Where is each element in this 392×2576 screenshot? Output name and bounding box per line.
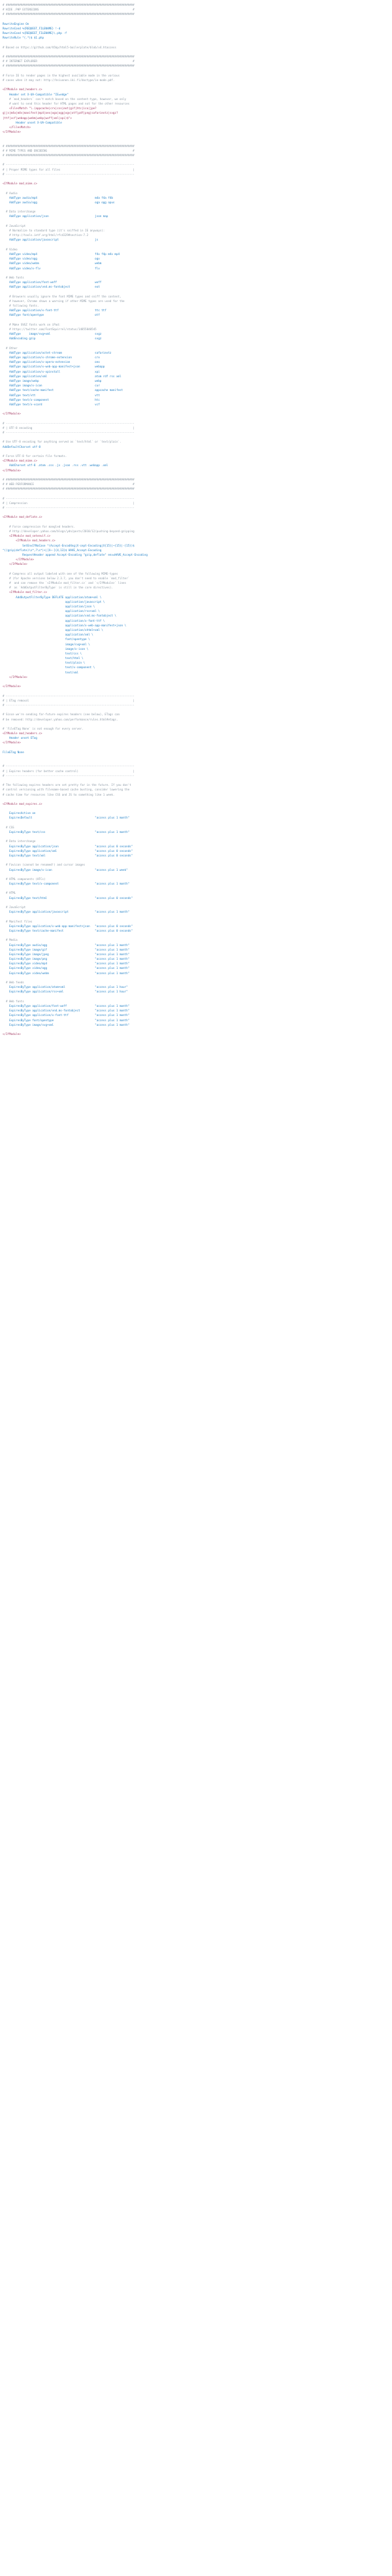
comment-line: # ------------------------------------------------------------------------------ bbox=[3, 421, 135, 425]
blank-line bbox=[3, 994, 389, 999]
directive-line: Header unset X-UA-Compatible bbox=[3, 120, 62, 124]
comment-line: # JavaScript bbox=[3, 224, 26, 228]
comment-line: # ------------------------------------------------------------------------------ bbox=[3, 431, 135, 435]
blank-line bbox=[3, 900, 389, 905]
directive-line: ExpiresActive on bbox=[3, 811, 36, 815]
directive-line: AddType application/x-font-ttf ttc ttf bbox=[3, 309, 106, 313]
comment-line: # ############################################################################## bbox=[3, 12, 135, 16]
directive-line: application/rss+xml \ bbox=[3, 609, 100, 613]
directive-line: image/svg+xml \ bbox=[3, 642, 90, 646]
blank-line bbox=[3, 707, 389, 712]
blank-line bbox=[3, 158, 389, 162]
directive-line: text/css \ bbox=[3, 651, 82, 655]
directive-line: ExpiresByType application/font-woff "access plus 1 month" bbox=[3, 1004, 130, 1008]
blank-line bbox=[3, 473, 389, 477]
blank-line bbox=[3, 1027, 389, 1032]
blank-line bbox=[3, 975, 389, 980]
blank-line bbox=[3, 186, 389, 190]
module-tag-line: <IfModule mod_filter.c> bbox=[3, 590, 48, 594]
blank-line bbox=[3, 759, 389, 764]
directive-line: AddEncoding gzip svgz bbox=[3, 337, 102, 341]
directive-line: AddType application/javascript js bbox=[3, 238, 99, 242]
blank-line bbox=[3, 205, 389, 209]
blank-line bbox=[3, 341, 389, 346]
directive-line: text/xml bbox=[3, 670, 78, 674]
module-tag-line: </IfModule> bbox=[3, 685, 21, 688]
blank-line bbox=[3, 69, 389, 73]
blank-line bbox=[3, 858, 389, 862]
blank-line bbox=[3, 318, 389, 322]
directive-line: RewriteCond %{REQUEST_FILENAME}\.php -f bbox=[3, 31, 67, 35]
directive-line: ExpiresByType application/json "access plus 0 seconds" bbox=[3, 844, 133, 848]
blank-line bbox=[3, 271, 389, 275]
directive-line: ExpiresByType application/xml "access plus 0 seconds" bbox=[3, 849, 133, 853]
directive-line: AddType application/x-chrome-extension crx bbox=[3, 356, 100, 360]
comment-line: # Video bbox=[3, 247, 18, 251]
comment-line: # Web feeds bbox=[3, 981, 24, 984]
directive-line: ExpiresByType font/opentype "access plus 1 month" bbox=[3, 1018, 130, 1022]
directive-line: ExpiresByType application/vnd.ms-fontobject "access plus 1 month" bbox=[3, 1009, 130, 1013]
blank-line bbox=[3, 492, 389, 496]
comment-line: # HIDE .PHP EXTENSIONS # bbox=[3, 8, 135, 12]
module-tag-line: |ttf|vcf|webapp|webm|webp|woff|xml|xpi)$"> bbox=[3, 116, 72, 120]
comment-line: # ------------------------------------------------------------------------------ bbox=[3, 506, 135, 510]
directive-line: ExpiresByType image/jpeg "access plus 1 month" bbox=[3, 952, 130, 956]
module-tag-line: </IfModule> bbox=[3, 412, 21, 416]
comment-line: # ############################################################################## bbox=[3, 64, 135, 68]
blank-line bbox=[3, 134, 389, 139]
blank-line bbox=[3, 139, 389, 143]
blank-line bbox=[3, 886, 389, 890]
comment-line: # `FileETag None` is not enough for every server. bbox=[3, 726, 84, 730]
comment-line: # | Expires headers (for better cache control) | bbox=[3, 769, 135, 773]
directive-line: ExpiresByType image/png "access plus 1 month" bbox=[3, 957, 130, 961]
comment-line: # The following expires headers are set pretty far in the future. If you don't bbox=[3, 783, 131, 787]
module-tag-line: </IfModule> bbox=[3, 468, 21, 472]
module-tag-line: <IfModule mod_headers.c> bbox=[3, 539, 56, 543]
comment-line: # ------------------------------------------------------------------------------ bbox=[3, 703, 135, 707]
directive-line: AddType application/vnd.ms-fontobject eot bbox=[3, 285, 100, 289]
comment-line: # # MIME TYPES AND ENCODING # bbox=[3, 148, 135, 152]
directive-line: AddDefaultCharset utf-8 bbox=[3, 445, 41, 449]
directive-line: AddOutputFilterByType DEFLATE application/atom+xml \ bbox=[3, 595, 102, 599]
comment-line: # Make SVGZ fonts work on iPad: bbox=[3, 322, 61, 326]
directive-line: AddType application/octet-stream safariextz bbox=[3, 350, 112, 354]
comment-line: # ------------------------------------------------------------------------------ bbox=[3, 694, 135, 698]
directive-line: image/x-icon \ bbox=[3, 647, 89, 651]
directive-line: SetEnvIfNoCase ^(Accept-EncodXng|X-cept-Encoding|X{15}|~{15}|-{15})$ bbox=[3, 543, 135, 547]
comment-line: # however, Chrome shows a warning if other MIME types are used for the bbox=[3, 299, 125, 303]
module-tag-line: <IfModule mod_headers.c> bbox=[3, 88, 42, 92]
module-tag-line: <IfModule mod_expires.c> bbox=[3, 802, 42, 805]
comment-line: # Force compression for mangled headers. bbox=[3, 524, 75, 528]
module-tag-line: <IfModule mod_mime.c> bbox=[3, 459, 37, 463]
directive-line: ExpiresByType audio/ogg "access plus 1 month" bbox=[3, 943, 130, 947]
directive-line: AddType application/font-woff woff bbox=[3, 280, 102, 284]
blank-line bbox=[3, 219, 389, 224]
directive-line: application/javascript \ bbox=[3, 600, 105, 603]
module-tag-line: </IfModule> bbox=[3, 130, 21, 134]
blank-line bbox=[3, 821, 389, 825]
directive-line: text/html \ bbox=[3, 656, 84, 660]
blank-line bbox=[3, 688, 389, 693]
directive-line: ExpiresByType text/css "access plus 1 month" bbox=[3, 830, 130, 834]
comment-line: # Media bbox=[3, 938, 18, 942]
blank-line bbox=[3, 806, 389, 811]
comment-line: # Use UTF-8 encoding for anything served as `text/html` or `text/plain`. bbox=[3, 440, 122, 444]
module-tag-line: <IfModule mod_deflate.c> bbox=[3, 515, 42, 519]
comment-line: # ############################################################################## bbox=[3, 144, 135, 148]
directive-line: RewriteRule ^(.*)$ $1.php bbox=[3, 36, 44, 40]
blank-line bbox=[3, 834, 389, 839]
module-tag-line: <FilesMatch "\.(appcache|crx|css|eot|gif|htc|ico|jpe? bbox=[3, 107, 97, 110]
directive-line: ExpiresByType application/rss+xml "access plus 1 hour" bbox=[3, 990, 128, 994]
directive-line: AddType text/cache-manifest appcache manifest bbox=[3, 388, 123, 392]
comment-line: # # INTERNET EXPLORER # bbox=[3, 59, 135, 63]
blank-line bbox=[3, 17, 389, 22]
directive-line: font/opentype \ bbox=[3, 637, 90, 641]
blank-line bbox=[3, 177, 389, 181]
comment-line: # cache time for resources like CSS and JS to something like 1 week. bbox=[3, 792, 115, 796]
directive-line: ExpiresByType text/html "access plus 0 seconds" bbox=[3, 896, 133, 900]
module-tag-line: </IfModule> bbox=[3, 675, 27, 679]
directive-line: AddType image/svg+xml svgz bbox=[3, 332, 102, 336]
blank-line bbox=[3, 914, 389, 919]
blank-line bbox=[3, 50, 389, 54]
directive-line: AddType font/opentype otf bbox=[3, 313, 100, 317]
directive-line: AddCharset utf-8 .atom .css .js .json .rss .vtt .webapp .xml bbox=[3, 464, 108, 467]
directive-line: application/xml \ bbox=[3, 633, 93, 637]
directive-line: AddType video/webm webm bbox=[3, 262, 102, 265]
module-tag-line: </FilesMatch> bbox=[3, 125, 31, 129]
comment-line: # | ETag removal | bbox=[3, 698, 135, 702]
comment-line: # Web fonts bbox=[3, 999, 24, 1003]
comment-line: # ############################################################################## bbox=[3, 487, 135, 491]
directive-line: AddType text/vtt vtt bbox=[3, 393, 100, 397]
code-view bbox=[3, 3, 389, 1036]
directive-line: AddType video/mp4 f4v f4p m4v mp4 bbox=[3, 252, 120, 256]
directive-line: ^((gzip|deflate)\s*,?\s*)+|[X~-]{4,13}$ HAVE_Accept-Encoding bbox=[3, 548, 102, 552]
directive-line: AddType image/x-icon cur bbox=[3, 384, 100, 388]
comment-line: # Favicon (cannot be renamed!) and cursor images bbox=[3, 863, 86, 867]
comment-line: # Normalize to standard type (it's sniffed in IE anyways): bbox=[3, 229, 105, 232]
comment-line: # ------------------------------------------------------------------------------ bbox=[3, 172, 135, 176]
comment-line: # ############################################################################## bbox=[3, 477, 135, 481]
blank-line bbox=[3, 679, 389, 684]
directive-line: RequestHeader append Accept-Encoding "gzip,deflate" env=HAVE_Accept-Encoding bbox=[3, 552, 148, 556]
blank-line bbox=[3, 416, 389, 421]
comment-line: # ############################################################################## bbox=[3, 154, 135, 157]
blank-line bbox=[3, 407, 389, 411]
comment-line: # # WEB PERFORMANCE # bbox=[3, 483, 135, 486]
comment-line: # Data interchange bbox=[3, 839, 36, 843]
comment-line: # | Proper MIME types for all files | bbox=[3, 167, 135, 171]
blank-line bbox=[3, 567, 389, 571]
directive-line: AddType text/x-vcard vcf bbox=[3, 402, 100, 406]
directive-line: ExpiresByType application/x-font-ttf "access plus 1 month" bbox=[3, 1013, 130, 1017]
directive-line: AddType video/ogg ogv bbox=[3, 257, 100, 261]
comment-line: # Manifest files bbox=[3, 919, 33, 923]
directive-line: application/json \ bbox=[3, 605, 95, 608]
comment-line: # JavaScript bbox=[3, 906, 26, 909]
comment-line: # Since we're sending far-future expires headers (see below), ETags can bbox=[3, 713, 120, 717]
blank-line bbox=[3, 722, 389, 726]
directive-line: application/xhtml+xml \ bbox=[3, 628, 103, 632]
module-tag-line: </IfModule> bbox=[3, 741, 21, 745]
directive-line: RewriteEngine On bbox=[3, 22, 29, 25]
directive-line: AddType application/xml atom rdf rss xml bbox=[3, 374, 122, 378]
comment-line: # (for Apache versions below 2.3.7, you don't need to enable `mod_filter` bbox=[3, 576, 130, 580]
comment-line: # ############################################################################## bbox=[3, 3, 135, 7]
blank-line bbox=[3, 510, 389, 515]
directive-line: RewriteCond %{REQUEST_FILENAME} !-d bbox=[3, 26, 61, 30]
comment-line: # Force UTF-8 for certain file formats. bbox=[3, 454, 67, 458]
blank-line bbox=[3, 243, 389, 247]
directive-line: text/x-component \ bbox=[3, 666, 95, 669]
comment-line: # HTML components (HTCs) bbox=[3, 877, 46, 881]
directive-line: ExpiresByType text/xml "access plus 0 seconds" bbox=[3, 853, 133, 857]
module-tag-line: </IfModule> bbox=[3, 558, 34, 562]
directive-line: ExpiresByType video/mp4 "access plus 1 month" bbox=[3, 962, 130, 966]
directive-line: ExpiresByType video/ogg "access plus 1 month" bbox=[3, 966, 130, 970]
directive-line: application/vnd.ms-fontobject \ bbox=[3, 614, 116, 618]
blank-line bbox=[3, 520, 389, 524]
directive-line: application/x-web-app-manifest+json \ bbox=[3, 623, 127, 627]
comment-line: # | UTF-8 encoding | bbox=[3, 426, 135, 430]
directive-line: AddType application/x-xpinstall xpi bbox=[3, 369, 100, 373]
comment-line: # Compress all output labeled with one of the following MIME-types bbox=[3, 571, 118, 575]
comment-line: # ------------------------------------------------------------------------------ bbox=[3, 773, 135, 777]
comment-line: # control versioning with filename-based cache busting, consider lowering the bbox=[3, 788, 130, 792]
directive-line: ExpiresByType text/x-component "access plus 1 month" bbox=[3, 882, 130, 886]
module-tag-line: <IfModule mod_setenvif.c> bbox=[3, 534, 51, 538]
comment-line: # http://developer.yahoo.com/blogs/ydn/posts/2010/12/pushing-beyond-gzipping bbox=[3, 530, 135, 533]
comment-line: # Based on https://github.com/h5bp/html5-boilerplate/blob/v4.htaccess bbox=[3, 45, 116, 49]
comment-line: # and can remove the `<IfModule mod_filter.c>` and `</IfModule>` lines bbox=[3, 581, 127, 585]
module-tag-line: </IfModule> bbox=[3, 562, 27, 566]
comment-line: # https://twitter.com/FontSquirrel/status/14855840545 bbox=[3, 327, 97, 331]
blank-line bbox=[3, 872, 389, 877]
blank-line bbox=[3, 41, 389, 45]
comment-line: # Other bbox=[3, 346, 18, 350]
directive-line: AddType image/webp webp bbox=[3, 379, 102, 382]
comment-line: # Web fonts bbox=[3, 275, 24, 279]
blank-line bbox=[3, 82, 389, 87]
comment-line: # Browsers usually ignore the font MIME types and sniff the content, bbox=[3, 294, 122, 298]
directive-line: application/x-font-ttf \ bbox=[3, 619, 105, 622]
directive-line: AddType audio/ogg oga ogg opus bbox=[3, 200, 115, 204]
directive-line: AddType application/x-web-app-manifest+json webapp bbox=[3, 365, 105, 369]
blank-line bbox=[3, 797, 389, 802]
comment-line: # Force IE to render pages in the highest available mode in the various bbox=[3, 73, 120, 77]
directive-line: ExpiresByType application/javascript "access plus 1 month" bbox=[3, 910, 130, 914]
comment-line: # | Compression | bbox=[3, 501, 135, 505]
directive-line: Header unset ETag bbox=[3, 736, 37, 740]
comment-line: # CSS bbox=[3, 825, 14, 829]
comment-line: # cases when it may not: http://hsivonen.iki.fi/doctype/ie-mode.pdf. bbox=[3, 78, 115, 82]
directive-line: AddType application/x-opera-extension oex bbox=[3, 360, 100, 364]
blank-line bbox=[3, 289, 389, 294]
comment-line: # ------------------------------------------------------------------------------ bbox=[3, 764, 135, 768]
directive-line: AddType application/json json map bbox=[3, 214, 108, 218]
blank-line bbox=[3, 754, 389, 759]
blank-line bbox=[3, 778, 389, 783]
comment-line: # ------------------------------------------------------------------------------ bbox=[3, 496, 135, 500]
module-tag-line: <IfModule mod_mime.c> bbox=[3, 182, 37, 186]
comment-line: # http://tools.ietf.org/html/rfc4329#section-7.2 bbox=[3, 233, 89, 237]
directive-line: ExpiresByType image/svg+xml "access plus 1 month" bbox=[3, 1023, 130, 1026]
comment-line: # ############################################################################## bbox=[3, 55, 135, 59]
directive-line: ExpiresByType application/x-web-app-manifest+json "access plus 0 seconds" bbox=[3, 924, 133, 928]
module-tag-line: </IfModule> bbox=[3, 1032, 21, 1036]
comment-line: # as `AddOutputFilterByType` is still in the core directives). bbox=[3, 586, 113, 590]
comment-line: # be removed: http://developer.yahoo.com/performance/rules.html#etags. bbox=[3, 717, 118, 721]
comment-line: # `mod_headers` can't match based on the content-type, however, we only bbox=[3, 97, 127, 101]
module-tag-line: g|js|m4a|m4v|manifest|mp4|oex|oga|ogg|ogv|otf|pdf|png|safariextz|svgz? bbox=[3, 111, 118, 115]
directive-line: ExpiresByType application/atom+xml "access plus 1 hour" bbox=[3, 985, 128, 989]
directive-line: text/plain \ bbox=[3, 661, 86, 665]
module-tag-line: <IfModule mod_headers.c> bbox=[3, 732, 42, 736]
blank-line bbox=[3, 449, 389, 454]
comment-line: # ------------------------------------------------------------------------------ bbox=[3, 163, 135, 167]
comment-line: # Data interchange bbox=[3, 210, 36, 214]
directive-line: AddType text/x-component htc bbox=[3, 398, 100, 401]
directive-line: ExpiresByType video/webm "access plus 1 month" bbox=[3, 971, 130, 975]
comment-line: # HTML bbox=[3, 891, 16, 895]
blank-line bbox=[3, 435, 389, 439]
blank-line bbox=[3, 745, 389, 750]
blank-line bbox=[3, 933, 389, 938]
directive-line: ExpiresByType text/cache-manifest "access plus 0 seconds" bbox=[3, 928, 133, 932]
directive-line: AddType audio/mp4 m4a f4a f4b bbox=[3, 195, 113, 199]
comment-line: # Audio bbox=[3, 191, 18, 195]
comment-line: # following fonts. bbox=[3, 304, 39, 307]
directive-line: ExpiresByType image/gif "access plus 1 month" bbox=[3, 947, 130, 951]
directive-line: ExpiresByType image/x-icon "access plus 1 week" bbox=[3, 868, 128, 872]
comment-line: # want to send this header for HTML pages and not for the other resources bbox=[3, 101, 130, 105]
directive-line: Header set X-UA-Compatible "IE=edge" bbox=[3, 92, 69, 96]
directive-line: ExpiresDefault "access plus 1 month" bbox=[3, 816, 130, 820]
directive-line: AddType video/x-flv flv bbox=[3, 266, 100, 270]
directive-line: FileETag None bbox=[3, 750, 24, 754]
